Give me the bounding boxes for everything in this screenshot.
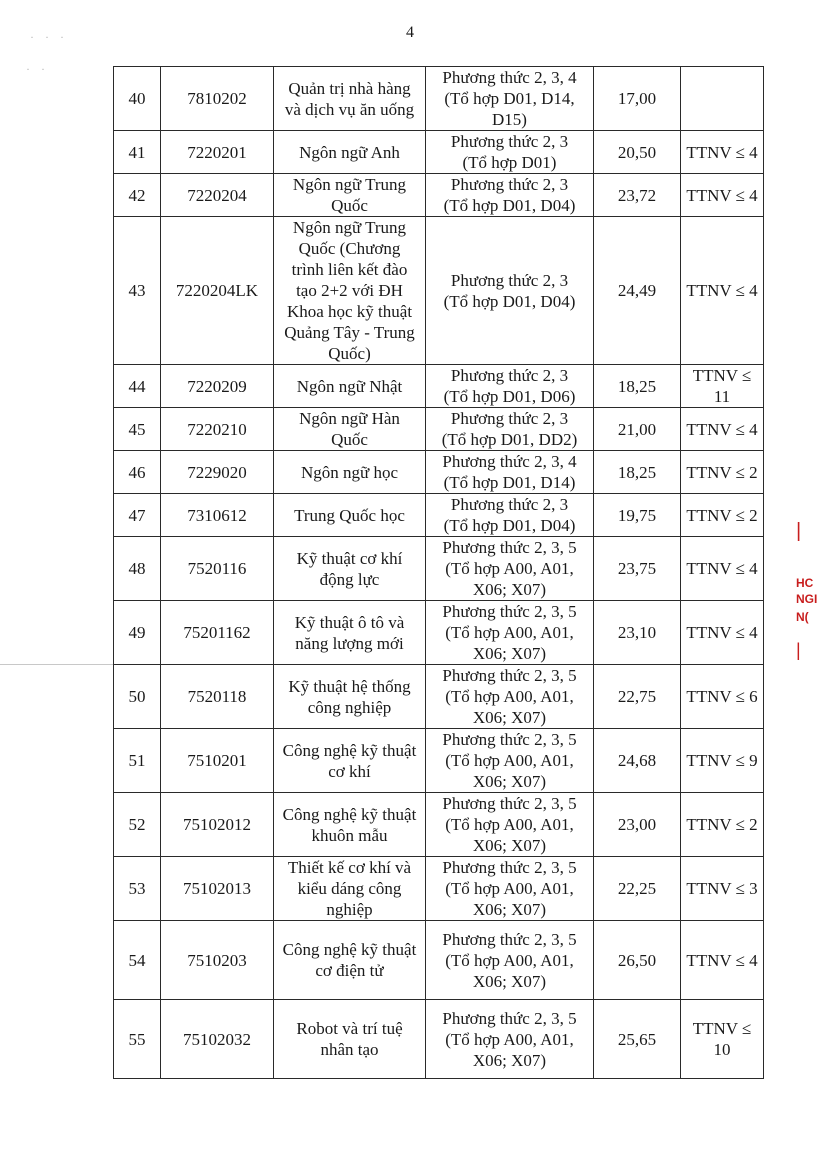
major-code: 75102032 [161, 1000, 274, 1079]
major-name: Robot và trí tuệ nhân tạo [274, 1000, 426, 1079]
priority-note: TTNV ≤ 2 [681, 451, 764, 494]
cutoff-score: 24,49 [594, 217, 681, 365]
table-row [114, 217, 764, 365]
admissions-table [113, 66, 764, 1079]
admission-method: Phương thức 2, 3 (Tổ hợp D01, D04) [426, 494, 594, 537]
major-name: Thiết kế cơ khí và kiểu dáng công nghiệp [274, 857, 426, 921]
table-row [114, 729, 764, 793]
priority-note: TTNV ≤ 3 [681, 857, 764, 921]
priority-note: TTNV ≤ 4 [681, 217, 764, 365]
table-row [114, 174, 764, 217]
admission-method: Phương thức 2, 3, 4 (Tổ hợp D01, D14) [426, 451, 594, 494]
major-name: Ngôn ngữ Nhật [274, 365, 426, 408]
major-code: 7510203 [161, 921, 274, 1000]
table-row [114, 67, 764, 131]
stamp-text-line: HC [796, 576, 814, 590]
admission-method: Phương thức 2, 3 (Tổ hợp D01, D06) [426, 365, 594, 408]
major-name: Kỹ thuật hệ thống công nghiệp [274, 665, 426, 729]
admission-method: Phương thức 2, 3, 5 (Tổ hợp A00, A01, X06; X07) [426, 601, 594, 665]
major-name: Ngôn ngữ Hàn Quốc [274, 408, 426, 451]
major-code: 75102012 [161, 793, 274, 857]
major-name: Ngôn ngữ Trung Quốc (Chương trình liên kết đào tạo 2+2 với ĐH Khoa học kỹ thuật Quảng Tây - Trung Quốc) [274, 217, 426, 365]
cutoff-score: 18,25 [594, 365, 681, 408]
table-row [114, 921, 764, 1000]
priority-note: TTNV ≤ 4 [681, 537, 764, 601]
major-code: 7510201 [161, 729, 274, 793]
admission-method: Phương thức 2, 3, 5 (Tổ hợp A00, A01, X06; X07) [426, 537, 594, 601]
page-number: 4 [406, 24, 414, 41]
major-name: Ngôn ngữ học [274, 451, 426, 494]
cutoff-score: 22,25 [594, 857, 681, 921]
row-number: 49 [114, 601, 161, 665]
admission-method: Phương thức 2, 3, 5 (Tổ hợp A00, A01, X06; X07) [426, 921, 594, 1000]
cutoff-score: 23,72 [594, 174, 681, 217]
priority-note: TTNV ≤ 4 [681, 174, 764, 217]
stamp-border-mark: | [796, 520, 802, 542]
table-row [114, 408, 764, 451]
priority-note: TTNV ≤ 4 [681, 131, 764, 174]
major-name: Quản trị nhà hàng và dịch vụ ăn uống [274, 67, 426, 131]
major-name: Công nghệ kỹ thuật khuôn mẫu [274, 793, 426, 857]
cutoff-score: 26,50 [594, 921, 681, 1000]
scan-edge-line [0, 664, 120, 665]
major-code: 7220209 [161, 365, 274, 408]
cutoff-score: 22,75 [594, 665, 681, 729]
row-number: 44 [114, 365, 161, 408]
table-row [114, 494, 764, 537]
major-code: 7810202 [161, 67, 274, 131]
admission-method: Phương thức 2, 3 (Tổ hợp D01, D04) [426, 217, 594, 365]
major-name: Kỹ thuật ô tô và năng lượng mới [274, 601, 426, 665]
major-code: 7310612 [161, 494, 274, 537]
priority-note: TTNV ≤ 11 [681, 365, 764, 408]
cutoff-score: 23,10 [594, 601, 681, 665]
table-row [114, 537, 764, 601]
row-number: 42 [114, 174, 161, 217]
priority-note: TTNV ≤ 10 [681, 1000, 764, 1079]
priority-note: TTNV ≤ 4 [681, 601, 764, 665]
cutoff-score: 23,00 [594, 793, 681, 857]
table-row [114, 1000, 764, 1079]
major-name: Công nghệ kỹ thuật cơ điện tử [274, 921, 426, 1000]
table-row [114, 665, 764, 729]
row-number: 45 [114, 408, 161, 451]
row-number: 55 [114, 1000, 161, 1079]
major-code: 7520116 [161, 537, 274, 601]
major-code: 7220210 [161, 408, 274, 451]
major-name: Kỹ thuật cơ khí động lực [274, 537, 426, 601]
row-number: 43 [114, 217, 161, 365]
cutoff-score: 20,50 [594, 131, 681, 174]
major-name: Trung Quốc học [274, 494, 426, 537]
admission-method: Phương thức 2, 3 (Tổ hợp D01) [426, 131, 594, 174]
major-code: 75201162 [161, 601, 274, 665]
red-stamp-fragment [794, 520, 816, 690]
cutoff-score: 24,68 [594, 729, 681, 793]
row-number: 51 [114, 729, 161, 793]
major-code: 7220204 [161, 174, 274, 217]
major-code: 7520118 [161, 665, 274, 729]
priority-note: TTNV ≤ 2 [681, 494, 764, 537]
priority-note: TTNV ≤ 4 [681, 408, 764, 451]
row-number: 54 [114, 921, 161, 1000]
cutoff-score: 19,75 [594, 494, 681, 537]
priority-note: TTNV ≤ 4 [681, 921, 764, 1000]
priority-note: TTNV ≤ 2 [681, 793, 764, 857]
priority-note: TTNV ≤ 6 [681, 665, 764, 729]
row-number: 41 [114, 131, 161, 174]
row-number: 46 [114, 451, 161, 494]
stamp-text-line: NGI [796, 592, 818, 606]
major-code: 7220201 [161, 131, 274, 174]
table-row [114, 365, 764, 408]
table-row [114, 857, 764, 921]
row-number: 50 [114, 665, 161, 729]
admission-method: Phương thức 2, 3, 5 (Tổ hợp A00, A01, X06; X07) [426, 1000, 594, 1079]
cutoff-score: 23,75 [594, 537, 681, 601]
major-name: Công nghệ kỹ thuật cơ khí [274, 729, 426, 793]
major-name: Ngôn ngữ Anh [274, 131, 426, 174]
table-row [114, 451, 764, 494]
scan-speck: · · · [30, 30, 68, 44]
admission-method: Phương thức 2, 3 (Tổ hợp D01, DD2) [426, 408, 594, 451]
admission-method: Phương thức 2, 3, 5 (Tổ hợp A00, A01, X06; X07) [426, 729, 594, 793]
admission-method: Phương thức 2, 3, 5 (Tổ hợp A00, A01, X06; X07) [426, 665, 594, 729]
row-number: 40 [114, 67, 161, 131]
row-number: 48 [114, 537, 161, 601]
cutoff-score: 21,00 [594, 408, 681, 451]
row-number: 47 [114, 494, 161, 537]
cutoff-score: 25,65 [594, 1000, 681, 1079]
row-number: 52 [114, 793, 161, 857]
admission-method: Phương thức 2, 3, 4 (Tổ hợp D01, D14, D15) [426, 67, 594, 131]
row-number: 53 [114, 857, 161, 921]
admission-method: Phương thức 2, 3, 5 (Tổ hợp A00, A01, X06; X07) [426, 793, 594, 857]
table-row [114, 793, 764, 857]
admission-method: Phương thức 2, 3 (Tổ hợp D01, D04) [426, 174, 594, 217]
scan-speck: · · [26, 62, 49, 76]
major-code: 7220204LK [161, 217, 274, 365]
priority-note: TTNV ≤ 9 [681, 729, 764, 793]
major-name: Ngôn ngữ Trung Quốc [274, 174, 426, 217]
stamp-text-line: N( [796, 610, 809, 624]
major-code: 75102013 [161, 857, 274, 921]
priority-note [681, 67, 764, 131]
table-row [114, 601, 764, 665]
cutoff-score: 17,00 [594, 67, 681, 131]
stamp-border-mark: | [796, 640, 801, 660]
admission-method: Phương thức 2, 3, 5 (Tổ hợp A00, A01, X06; X07) [426, 857, 594, 921]
table-row [114, 131, 764, 174]
cutoff-score: 18,25 [594, 451, 681, 494]
major-code: 7229020 [161, 451, 274, 494]
